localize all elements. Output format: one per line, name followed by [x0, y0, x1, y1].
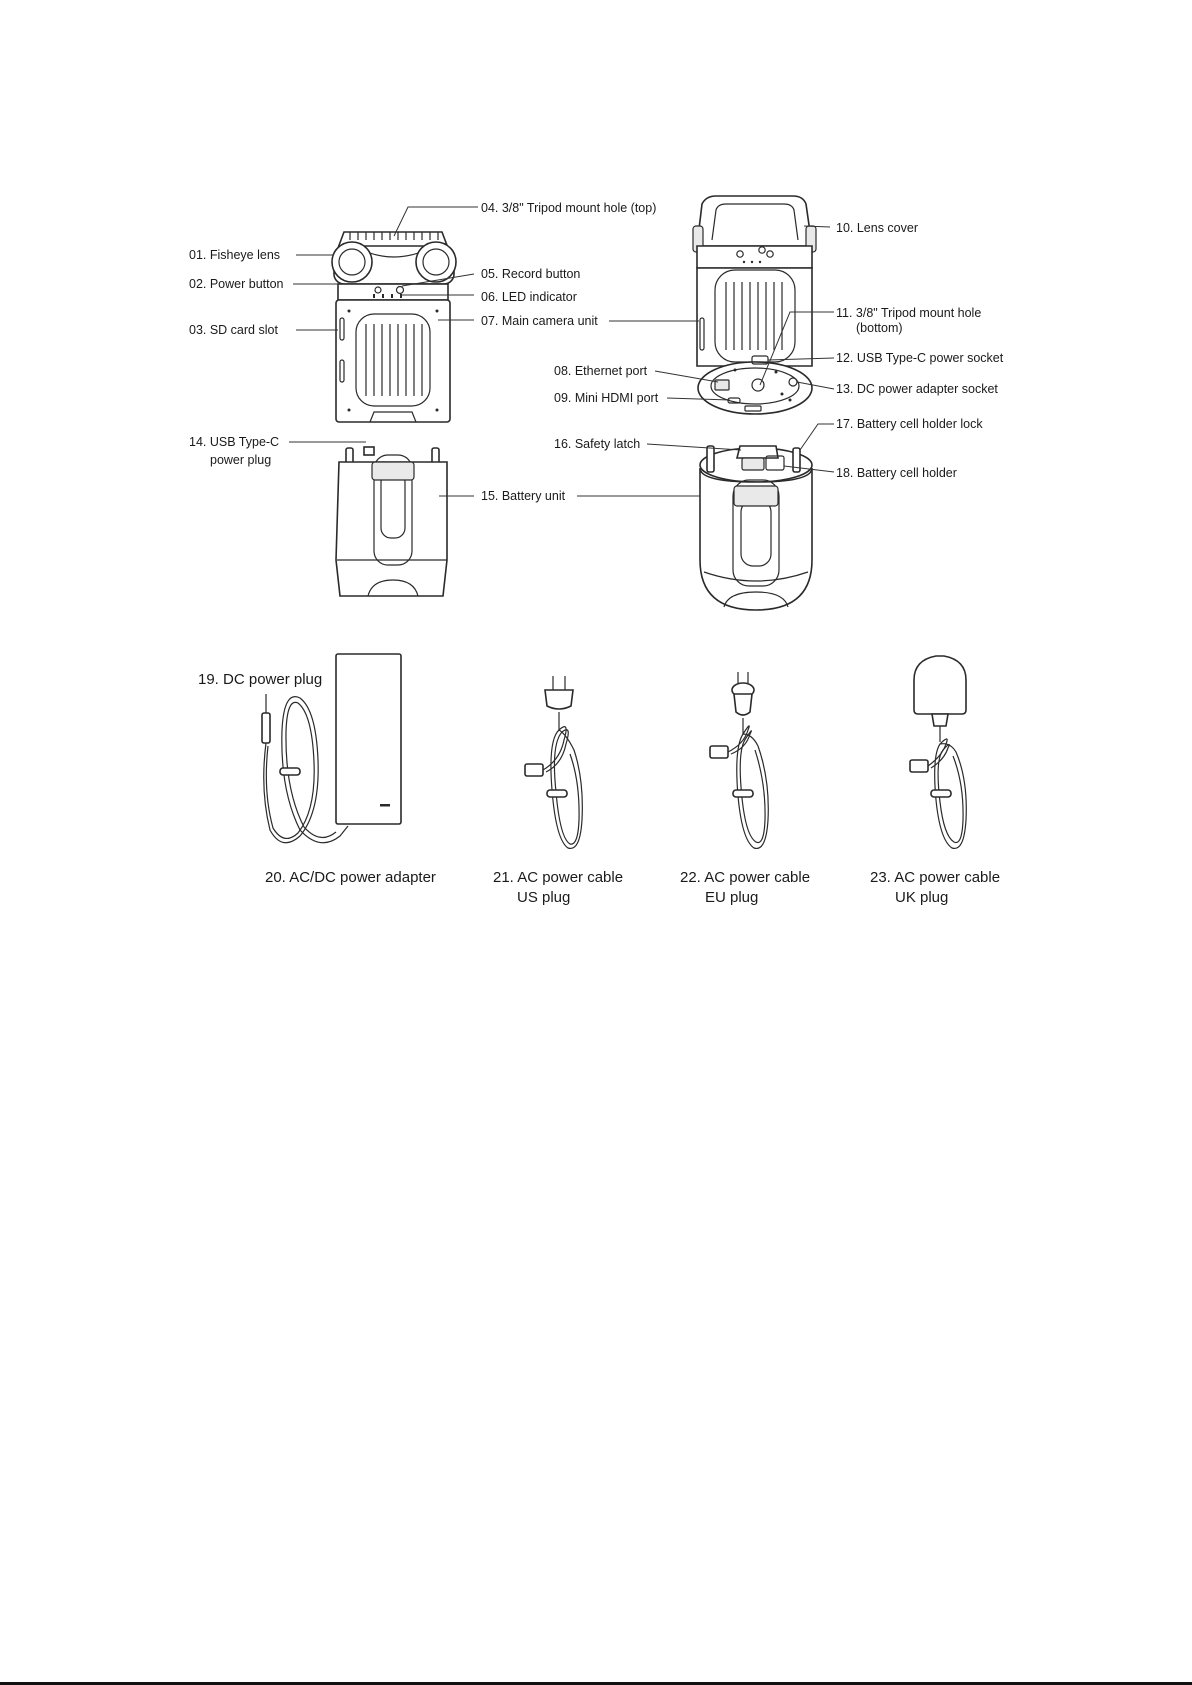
label-ac-dc-adapter: 20. AC/DC power adapter — [265, 869, 436, 886]
label-eu-cable-1: 22. AC power cable — [680, 869, 811, 886]
label-safety-latch: 16. Safety latch — [554, 437, 641, 451]
battery-rear-illustration — [700, 446, 812, 610]
usb-c-plug-icon — [364, 447, 374, 455]
label-battery-unit: 15. Battery unit — [481, 489, 566, 503]
label-tripod-top: 04. 3/8" Tripod mount hole (top) — [481, 201, 657, 215]
battery-front-illustration — [336, 447, 447, 596]
eu-plug-cable-illustration — [710, 672, 768, 848]
camera-front-illustration — [332, 232, 456, 422]
label-dc-socket: 13. DC power adapter socket — [836, 382, 998, 396]
label-mini-hdmi-port: 09. Mini HDMI port — [554, 391, 659, 405]
label-tripod-bottom-1: 11. 3/8" Tripod mount hole — [836, 306, 982, 320]
label-record-button: 05. Record button — [481, 267, 581, 281]
label-lens-cover: 10. Lens cover — [836, 221, 918, 235]
label-battery-holder: 18. Battery cell holder — [836, 466, 957, 480]
dc-power-plug-icon — [262, 713, 270, 743]
label-main-camera-unit: 07. Main camera unit — [481, 314, 598, 328]
label-fisheye-lens: 01. Fisheye lens — [189, 248, 281, 262]
label-uk-cable-2: UK plug — [895, 889, 949, 906]
us-plug-cable-illustration — [525, 676, 582, 848]
fisheye-lens-right — [416, 242, 456, 282]
label-power-button: 02. Power button — [189, 277, 284, 291]
label-usb-c-plug-1: 14. USB Type-C — [189, 435, 280, 449]
label-uk-cable-1: 23. AC power cable — [870, 869, 1001, 886]
label-tripod-bottom-2: (bottom) — [856, 321, 903, 335]
label-ethernet-port: 08. Ethernet port — [554, 364, 648, 378]
label-dc-power-plug: 19. DC power plug — [198, 671, 323, 688]
label-eu-cable-2: EU plug — [705, 889, 759, 906]
uk-plug-cable-illustration — [910, 656, 966, 848]
label-usb-c-socket: 12. USB Type-C power socket — [836, 351, 1004, 365]
label-us-cable-1: 21. AC power cable — [493, 869, 624, 886]
label-usb-c-plug-2: power plug — [210, 453, 272, 467]
label-us-cable-2: US plug — [517, 889, 571, 906]
label-led-indicator: 06. LED indicator — [481, 290, 577, 304]
fisheye-lens-left — [332, 242, 372, 282]
label-sd-card-slot: 03. SD card slot — [189, 323, 278, 337]
label-battery-holder-lock: 17. Battery cell holder lock — [836, 417, 983, 431]
